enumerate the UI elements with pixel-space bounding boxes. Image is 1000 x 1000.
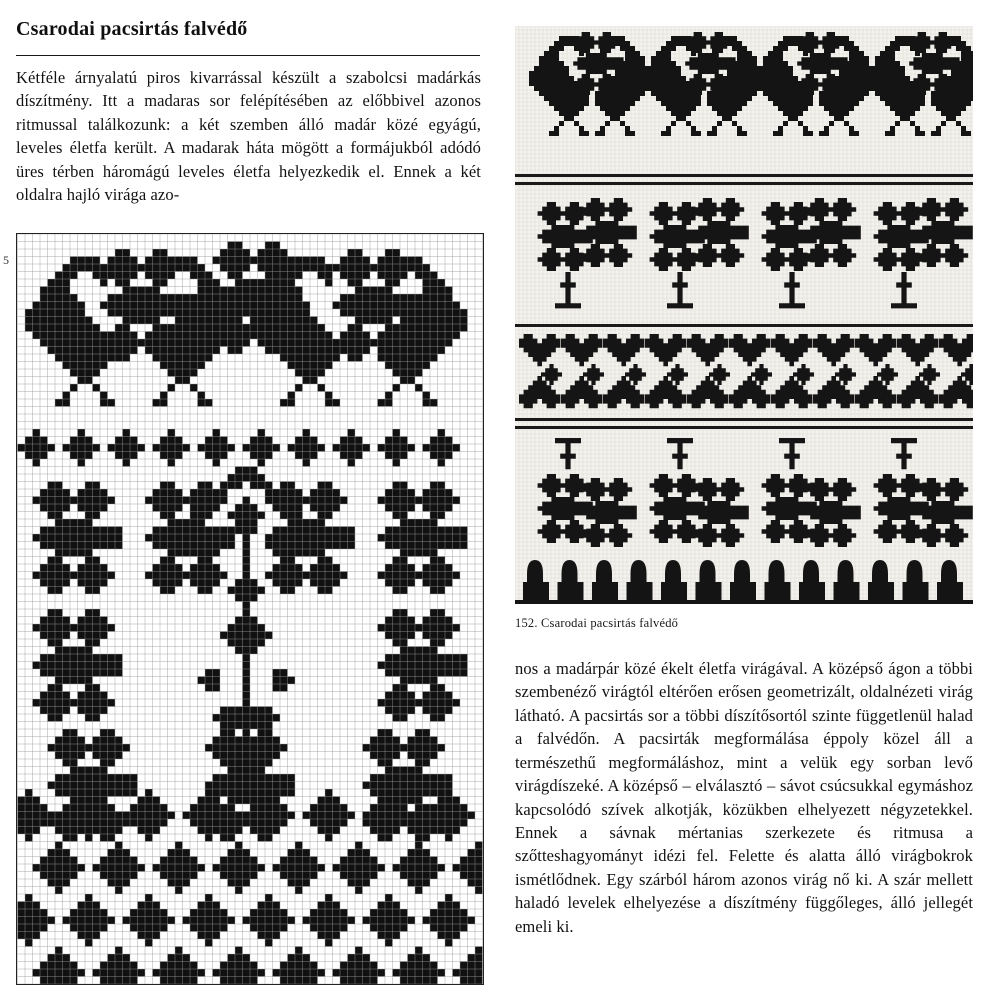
right-body-text [515, 657, 973, 938]
left-body-paragraph: Kétféle árnyalatú piros kivarrással készült a szabolcsi madárkás díszítmény. Itt a madaras sor felépítésében az előbbivel azonos ritmussal találkozunk: a két szemben álló madár közé egyágú, leveles életfa került. A madarak háta mögött a formájukból adódó üres térben háromágú leveles életfa helyezkedik el. Ennek a két oldalra hajló virága azo- [16, 68, 481, 205]
figure-caption: 152. Csarodai pacsirtás falvédő [515, 616, 679, 630]
left-column [0, 0, 497, 1000]
title-divider [16, 55, 480, 56]
page-title: Csarodai pacsirtás falvédő [16, 18, 248, 40]
left-body-text [16, 66, 481, 207]
pattern-chart-canvas [16, 233, 484, 985]
right-column [497, 0, 1000, 1000]
pattern-chart-svg [17, 234, 483, 984]
textile-photograph-svg [515, 26, 973, 604]
chart-marginal-number: 5 [3, 253, 9, 267]
textile-photograph [515, 26, 973, 604]
right-body-paragraph: nos a madárpár közé ékelt életfa virágával. A középső ágon a többi szembenéző virágtól eltérően erősen geometrizált, oldalnézeti virág látható. A pacsirtás sor a többi díszítősortól szinte függetlenül halad a falvédőn. A pacsirták megformálása éppoly közel áll a természethű megformáláshoz, mint a velük egy sorban levő virágdíszeké. A középső – elválasztó – sávot csúcsukkal egymáshoz kapcsolódó szívek alkotják, közükben elhelyezett négyzetekkel. Ennek a sávnak mértanias szerkezete és ritmusa a szőtteshagyományt idézi fel. Felette és alatta álló virágbokrok ismétlődnek. Egy szárból három azonos virág nő ki. A szár mellett haladó levelek elhelyezése a díszítmény függőleges, álló jellegét emeli ki. [515, 659, 973, 936]
pattern-chart-figure [3, 233, 484, 985]
